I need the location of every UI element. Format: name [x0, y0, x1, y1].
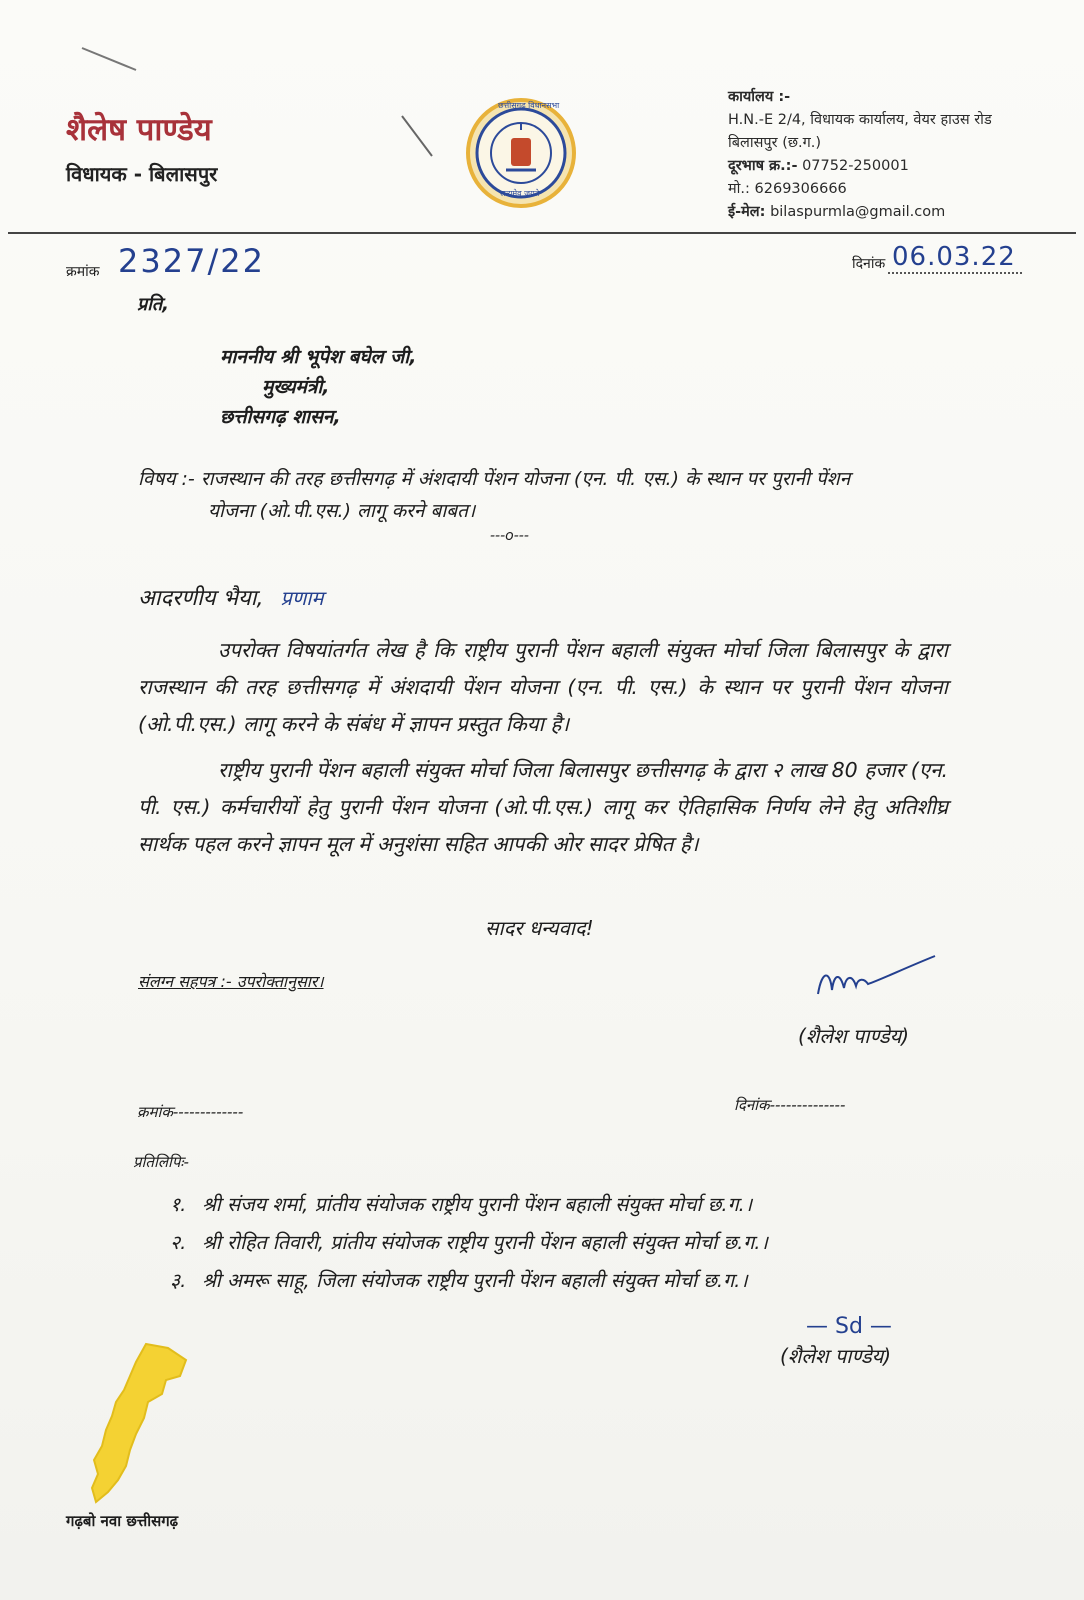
office-block — [728, 86, 992, 224]
list-item-number: १. — [170, 1193, 187, 1216]
subject-line1: विषय :- राजस्थान की तरह छत्तीसगढ़ में अंशदायी पेंशन योजना (एन. पी. एस.) के स्थान पर पुरानी पेंशन — [138, 468, 851, 490]
header-divider — [8, 232, 1076, 234]
prati-label: प्रति, — [137, 294, 170, 315]
copy-signatory-name: (शैलेश पाण्डेय) — [780, 1344, 892, 1368]
mobile-label: मो.: — [728, 181, 750, 197]
salutation — [138, 582, 323, 612]
copy-list — [170, 1186, 768, 1300]
phone-label: दूरभाष क्र.:- — [728, 158, 798, 174]
list-item-number: ३. — [170, 1269, 187, 1292]
list-item-text: श्री संजय शर्मा, प्रांतीय संयोजक राष्ट्रीय पुरानी पेंशन बहाली संयुक्त मोर्चा छ.ग.। — [202, 1193, 753, 1216]
kramank-value: 2327/22 — [118, 242, 265, 280]
subject-block — [138, 463, 958, 527]
mla-title: विधायक - बिलासपुर — [66, 162, 218, 186]
list-item-text: श्री अमरू साहू, जिला संयोजक राष्ट्रीय पुरानी पेंशन बहाली संयुक्त मोर्चा छ.ग.। — [202, 1269, 748, 1292]
kramank-label: क्रमांक — [66, 264, 100, 280]
office-label: कार्यालय :- — [728, 89, 791, 105]
email-value: bilaspurmla@gmail.com — [770, 204, 946, 220]
pen-stroke-icon — [398, 112, 438, 162]
addressee-line3: छत्तीसगढ़ शासन, — [220, 406, 341, 428]
emblem-text-top: छत्तीसगढ़ विधानसभा — [498, 101, 560, 110]
signatory-name: (शैलेश पाण्डेय) — [798, 1024, 910, 1048]
paragraph-1: उपरोक्त विषयांतर्गत लेख है कि राष्ट्रीय पुरानी पेंशन बहाली संयुक्त मोर्चा जिला बिलासपुर के द्वारा राजस्थान की तरह छत्तीसगढ़ में अंशदायी पेंशन योजना (एन. पी. एस.) के स्थान पर पुरानी पेंशन योजना (ओ.पी.एस.) लागू करने के संबंध में ज्ञापन प्रस्तुत किया है। — [138, 638, 948, 736]
email-label: ई-मेल: — [728, 204, 766, 220]
paragraph-2: राष्ट्रीय पुरानी पेंशन बहाली संयुक्त मोर्चा जिला बिलासपुर छत्तीसगढ़ के द्वारा २ लाख 80 हजार (एन. पी. एस.) कर्मचारीयों हेतु पुरानी पेंशन योजना (ओ.पी.एस.) लागू कर ऐतिहासिक निर्णय लेने हेतु अतिशीघ्र सार्थक पहल करने ज्ञापन मूल में अनुशंसा सहित आपकी ओर सादर प्रेषित है। — [138, 758, 948, 856]
footer-slogan: गढ़बो नवा छत्तीसगढ़ — [66, 1512, 179, 1530]
list-item-text: श्री रोहित तिवारी, प्रांतीय संयोजक राष्ट्रीय पुरानी पेंशन बहाली संयुक्त मोर्चा छ.ग.। — [202, 1231, 768, 1254]
mobile-value: 6269306666 — [754, 181, 847, 197]
pen-mark-icon — [80, 44, 140, 74]
salutation-handwritten-note: प्रणाम — [280, 586, 324, 610]
signature-icon — [810, 950, 940, 1010]
copy-kramank-label: क्रमांक------------- — [137, 1103, 244, 1121]
list-item — [170, 1262, 768, 1300]
pratilipi-label: प्रतिलिपिः- — [133, 1153, 189, 1171]
chhattisgarh-map-icon — [86, 1342, 196, 1507]
addressee-block — [220, 342, 416, 432]
office-address-line1: H.N.-E 2/4, विधायक कार्यालय, वेयर हाउस रोड — [728, 112, 992, 128]
addressee-line1: माननीय श्री भूपेश बघेल जी, — [220, 346, 417, 368]
salutation-text: आदरणीय भैया, — [138, 586, 264, 611]
list-item-number: २. — [170, 1231, 187, 1254]
dinank-value: 06.03.22 — [888, 242, 1022, 274]
separator: ---o--- — [490, 528, 529, 544]
copy-dinank-label: दिनांक-------------- — [734, 1096, 846, 1114]
mla-name: शैलेष पाण्डेय — [66, 112, 212, 148]
dinank-label: दिनांक — [852, 256, 886, 272]
list-item — [170, 1186, 768, 1224]
subject-line2: योजना (ओ.पी.एस.) लागू करने बाबत। — [208, 500, 476, 522]
list-item — [170, 1224, 768, 1262]
office-address-line2: बिलासपुर (छ.ग.) — [728, 135, 822, 151]
enclosure-note: संलग्न सहपत्र :- उपरोक्तानुसार। — [138, 972, 324, 991]
closing-thanks: सादर धन्यवाद! — [485, 916, 594, 940]
phone-value: 07752-250001 — [802, 158, 909, 174]
emblem-text-bottom: सत्यमेव जयते — [500, 189, 540, 198]
addressee-line2: मुख्यमंत्री, — [262, 376, 330, 398]
sd-mark: — Sd — — [806, 1314, 892, 1339]
